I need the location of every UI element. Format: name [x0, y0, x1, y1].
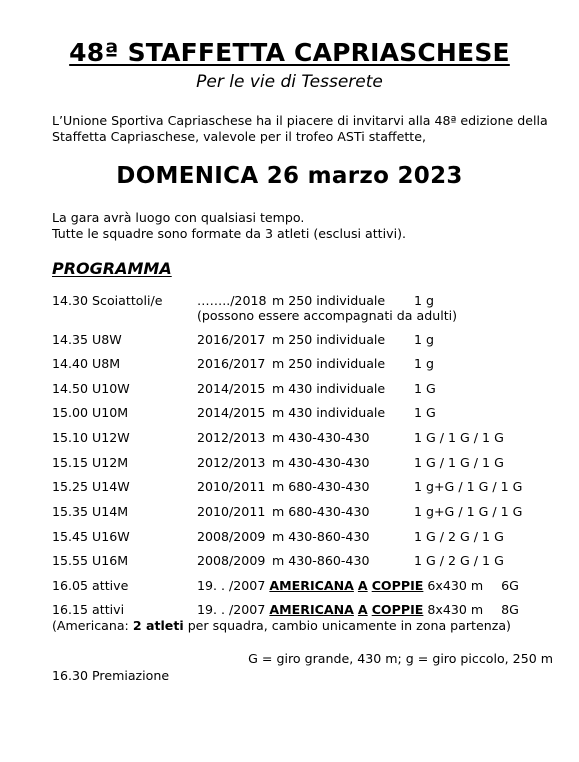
relay-details [197, 578, 519, 594]
conditions-line: Tutte le squadre sono formate da 3 atleti (esclusi attivi). [52, 226, 406, 241]
row-laps: 1 g [414, 356, 435, 371]
row-time: 15.00 U10M [52, 405, 129, 420]
row-laps: 1 G [414, 381, 436, 396]
americana-note [52, 618, 511, 633]
row-distance: m 430 individuale [272, 405, 386, 420]
row-distance: m 430 individuale [272, 381, 386, 396]
intro-line: Staffetta Capriaschese, valevole per il trofeo ASTi staffette, [52, 129, 426, 144]
program-heading: PROGRAMMA [52, 259, 172, 278]
row-year: 2016/2017 [197, 356, 266, 371]
row-year: 2012/2013 [197, 430, 266, 445]
legend-note: G = giro grande, 430 m; g = giro piccolo, 250 m [248, 651, 553, 666]
awards-ceremony: 16.30 Premiazione [52, 668, 170, 683]
row-year: 2010/2011 [197, 504, 266, 519]
row-laps: 1 G / 2 G / 1 G [414, 529, 504, 544]
relay-format-word: AMERICANA [269, 578, 354, 593]
row-distance: 8x430 m [427, 602, 484, 617]
row-time: 15.10 U12W [52, 430, 130, 445]
row-distance: m 430-860-430 [272, 553, 370, 568]
page-subtitle: Per le vie di Tesserete [196, 72, 383, 92]
row-laps: 8G [501, 602, 519, 617]
relay-format-word: COPPIE [371, 578, 424, 593]
conditions-line: La gara avrà luogo con qualsiasi tempo. [52, 210, 305, 225]
row-time: 15.35 U14M [52, 504, 129, 519]
row-time: 16.05 attive [52, 578, 129, 593]
intro-paragraph [52, 113, 567, 145]
americana-note-prefix: (Americana: [52, 618, 133, 633]
row-laps: 1 g+G / 1 G / 1 G [414, 479, 523, 494]
row-laps: 6G [501, 578, 519, 593]
row-distance: m 250 individuale [272, 356, 386, 371]
row-year: 2014/2015 [197, 381, 266, 396]
row-distance: m 430-430-430 [272, 455, 370, 470]
row-laps: 1 g [414, 332, 435, 347]
row-laps: 1 G / 1 G / 1 G [414, 455, 504, 470]
intro-line: L’Unione Sportiva Capriaschese ha il piacere di invitarvi alla 48ª edizione della [52, 113, 548, 128]
row-distance: 6x430 m [427, 578, 484, 593]
row-time: 15.25 U14W [52, 479, 130, 494]
row-distance: m 430-860-430 [272, 529, 370, 544]
row-year: 19. . /2007 [197, 602, 266, 617]
conditions-paragraph [52, 210, 567, 242]
row-laps: 1 G [414, 405, 436, 420]
row-time: 14.35 U8W [52, 332, 122, 347]
row-time: 14.50 U10W [52, 381, 130, 396]
relay-details [197, 602, 519, 618]
row-year: 19. . /2007 [197, 578, 266, 593]
americana-note-bold: 2 atleti [132, 618, 184, 633]
row-laps: 1 G / 2 G / 1 G [414, 553, 504, 568]
relay-format-word: COPPIE [371, 602, 424, 617]
row-laps: 1 g [414, 293, 435, 308]
row-time: 15.45 U16W [52, 529, 130, 544]
row-distance: m 250 individuale [272, 293, 386, 308]
row-year: 2012/2013 [197, 455, 266, 470]
row-time: 15.55 U16M [52, 553, 129, 568]
row-distance: m 680-430-430 [272, 479, 370, 494]
row-year: 2016/2017 [197, 332, 266, 347]
event-date: DOMENICA 26 marzo 2023 [116, 163, 463, 189]
relay-format-word: A [357, 578, 368, 593]
relay-format-word: A [357, 602, 368, 617]
row-distance: m 430-430-430 [272, 430, 370, 445]
row-time: 14.30 Scoiattoli/e [52, 293, 163, 308]
row-distance: m 250 individuale [272, 332, 386, 347]
row-year: 2010/2011 [197, 479, 266, 494]
row-laps: 1 G / 1 G / 1 G [414, 430, 504, 445]
row-year: 2008/2009 [197, 553, 266, 568]
row-time: 14.40 U8M [52, 356, 121, 371]
row-year: 2014/2015 [197, 405, 266, 420]
row-time: 16.15 attivi [52, 602, 125, 617]
relay-format-word: AMERICANA [269, 602, 354, 617]
row-note: (possono essere accompagnati da adulti) [197, 308, 458, 323]
americana-note-suffix: per squadra, cambio unicamente in zona partenza) [183, 618, 511, 633]
row-laps: 1 g+G / 1 G / 1 G [414, 504, 523, 519]
page-title: 48ª STAFFETTA CAPRIASCHESE [69, 38, 510, 67]
row-year: ……../2018 [197, 293, 267, 308]
row-year: 2008/2009 [197, 529, 266, 544]
row-distance: m 680-430-430 [272, 504, 370, 519]
row-time: 15.15 U12M [52, 455, 129, 470]
